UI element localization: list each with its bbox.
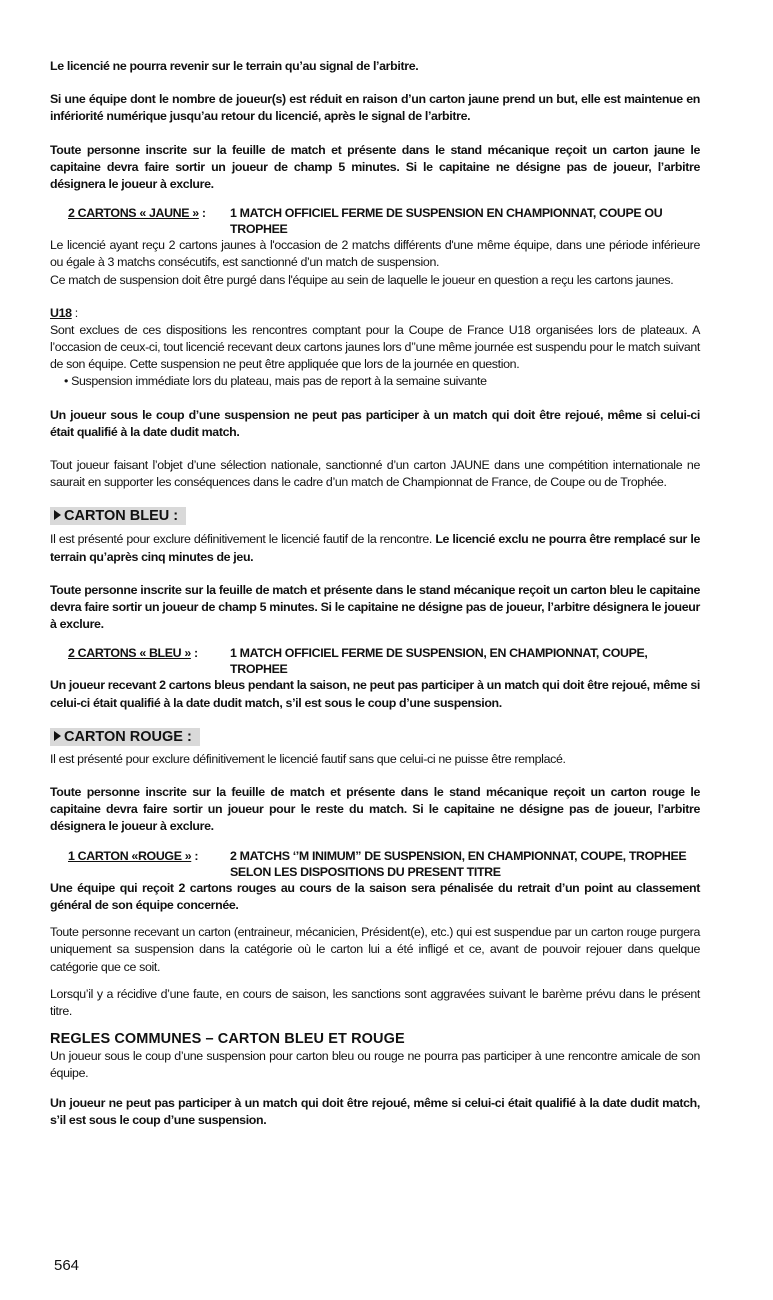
rule-rouge-text: 2 MATCHS ‘’M INIMUM” DE SUSPENSION, EN CHAMPIONNAT, COUPE, TROPHEE SELON LES DISPOSITIONS DU PRESENT TITRE (230, 848, 687, 879)
rule-bleu (68, 645, 700, 677)
triangle-right-icon (54, 731, 61, 741)
paragraph-communes-1: Un joueur sous le coup d’une suspension pour carton bleu ou rouge ne pourra pas participer à une rencontre amicale de son équipe. (50, 1049, 700, 1081)
section-rouge-header (50, 728, 700, 746)
communes-title: REGLES COMMUNES – CARTON BLEU ET ROUGE (50, 1031, 405, 1048)
triangle-right-icon (54, 510, 61, 520)
paragraph-rouge-stand: Toute personne inscrite sur la feuille de match et présente dans le stand mécanique reçoit un carton rouge le capitaine devra faire sortir un joueur pour le reste du match. Si le capitaine ne désigne pas de joueur, l’arbitre désignera le joueur à exclure. (50, 785, 700, 834)
u18-bullet: • Suspension immédiate lors du plateau, mais pas de report à la semaine suivante (64, 374, 487, 389)
paragraph-national-selection: Tout joueur faisant l’objet d’une sélection nationale, sanctionné d’un carton JAUNE dans une compétition internationale ne saurait en supporter les conséquences dans le cadre d’un match de Championnat de France, de Coupe ou de Trophée. (50, 458, 700, 490)
page-number: 564 (54, 1257, 80, 1274)
paragraph-communes-2: Un joueur ne peut pas participer à un match qui doit être rejoué, même si celui-ci était qualifié à la date dudit match, s’il est sous le coup d’une suspension. (50, 1095, 700, 1127)
rule-rouge (68, 848, 700, 880)
paragraph-replayed-match: Un joueur sous le coup d’une suspension ne peut pas participer à un match qui doit être rejoué, même si celui-ci était qualifié à la date dudit match. (50, 407, 700, 439)
paragraph-bleu-season: Un joueur recevant 2 cartons bleus pendant la saison, ne peut pas participer à un match qui doit être rejoué, même si celui-ci était qualifié à la date dudit match, s’il est sous le coup d’une suspension. (50, 678, 700, 710)
paragraph-jaune-detail-1: Le licencié ayant reçu 2 cartons jaunes à l'occasion de 2 matchs différents d'une même équipe, dans une période inférieure ou égale à 3 matchs consécutifs, est sanctionné d’un match de suspension. (50, 238, 700, 270)
rule-bleu-text: 1 MATCH OFFICIEL FERME DE SUSPENSION, EN CHAMPIONNAT, COUPE, TROPHEE (230, 646, 648, 677)
section-bleu-header (50, 507, 700, 525)
paragraph-rouge-category: Toute personne recevant un carton (entraineur, mécanicien, Président(e), etc.) qui est suspendue par un carton rouge purgera uniquement sa suspension dans la catégorie où le carton lui a été infligé et ce, avant de pouvoir rejouer dans quelque catégorie que ce soit. (50, 925, 700, 974)
rule-jaune-label: 2 CARTONS « JAUNE » : (68, 206, 206, 221)
paragraph-rouge-recidive: Lorsqu’il y a récidive d’une faute, en cours de saison, les sanctions sont aggravées suivant le barème prévu dans le présent titre. (50, 986, 700, 1018)
paragraph-return-signal: Le licencié ne pourra revenir sur le terrain qu’au signal de l’arbitre. (50, 59, 419, 73)
carton-rouge-title: CARTON ROUGE : (50, 728, 200, 746)
rule-rouge-label: 1 CARTON «ROUGE » : (68, 848, 199, 863)
rule-bleu-label: 2 CARTONS « BLEU » : (68, 646, 198, 661)
paragraph-inferiority: Si une équipe dont le nombre de joueur(s) est réduit en raison d’un carton jaune prend un but, elle est maintenue en infériorité numérique jusqu’au retour du licencié, après le signal de l’arbitre. (50, 92, 700, 124)
rule-jaune (68, 205, 700, 237)
paragraph-bleu-stand: Toute personne inscrite sur la feuille de match et présente dans le stand mécanique reçoit un carton bleu le capitaine devra faire sortir un joueur de champ 5 minutes. Si le capitaine ne désigne pas de joueur, l’arbitre désignera le joueur à exclure. (50, 582, 700, 632)
paragraph-jaune-detail-2: Ce match de suspension doit être purgé dans l'équipe au sein de laquelle le joueur en question a reçu les cartons jaunes. (50, 272, 674, 287)
paragraph-rouge-season: Une équipe qui reçoit 2 cartons rouges au cours de la saison sera pénalisée du retrait d’un point au classement général de son équipe concernée. (50, 880, 700, 912)
rule-jaune-text: 1 MATCH OFFICIEL FERME DE SUSPENSION EN CHAMPIONNAT, COUPE OU TROPHEE (230, 206, 663, 237)
page-content (50, 58, 700, 1129)
paragraph-rouge-1: Il est présenté pour exclure définitivement le licencié fautif sans que celui-ci ne puisse être remplacé. (50, 751, 566, 766)
u18-heading: U18 : (50, 305, 78, 320)
paragraph-u18: Sont exclues de ces dispositions les rencontres comptant pour la Coupe de France U18 organisées lors de plateaux. A l’occasion de ceux-ci, tout licencié recevant deux cartons jaunes lors d’’une même journée est suspendu pour le match suivant de son équipe. Cette suspension ne peut être appliquée que lors de la journée en question. (50, 322, 700, 372)
paragraph-stand-yellow: Toute personne inscrite sur la feuille de match et présente dans le stand mécanique reçoit un carton jaune le capitaine devra faire sortir un joueur de champ 5 minutes. Si le capitaine ne désigne pas de joueur, l’arbitre désignera le joueur à exclure. (50, 142, 700, 192)
paragraph-bleu-1: Il est présenté pour exclure définitivement le licencié fautif de la rencontre. Le licencié exclu ne pourra être remplacé sur le terrain qu’après cinq minutes de jeu. (50, 532, 700, 564)
carton-bleu-title: CARTON BLEU : (50, 507, 186, 525)
